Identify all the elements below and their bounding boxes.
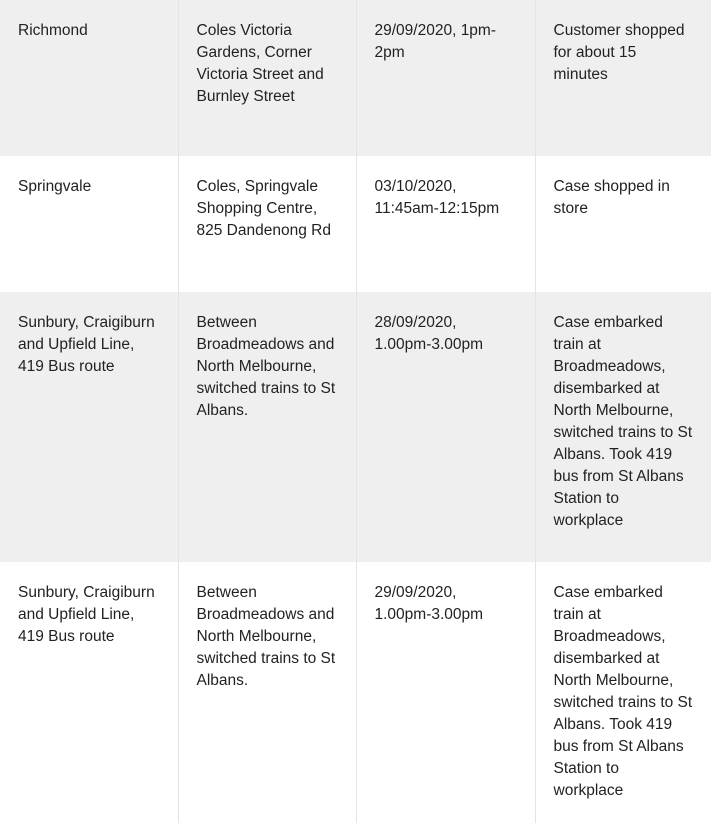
cell-location: Sunbury, Craigiburn and Upfield Line, 419 Bus route bbox=[0, 292, 178, 562]
cell-notes: Case shopped in store bbox=[535, 156, 711, 292]
cell-notes: Case embarked train at Broadmeadows, disembarked at North Melbourne, switched trains to St Albans. Took 419 bus from St Albans Station to workplace bbox=[535, 292, 711, 562]
cell-date-time: 29/09/2020, 1.00pm-3.00pm bbox=[356, 562, 535, 823]
table-row bbox=[0, 156, 711, 292]
cell-location: Richmond bbox=[0, 0, 178, 156]
cell-location: Springvale bbox=[0, 156, 178, 292]
cell-date-time: 03/10/2020, 11:45am-12:15pm bbox=[356, 156, 535, 292]
cell-site: Coles Victoria Gardens, Corner Victoria Street and Burnley Street bbox=[178, 0, 356, 156]
cell-notes: Customer shopped for about 15 minutes bbox=[535, 0, 711, 156]
cell-notes: Case embarked train at Broadmeadows, disembarked at North Melbourne, switched trains to St Albans. Took 419 bus from St Albans Station to workplace bbox=[535, 562, 711, 823]
table-row bbox=[0, 0, 711, 156]
cell-site: Between Broadmeadows and North Melbourne, switched trains to St Albans. bbox=[178, 562, 356, 823]
cell-site: Coles, Springvale Shopping Centre, 825 Dandenong Rd bbox=[178, 156, 356, 292]
table-row bbox=[0, 562, 711, 823]
cell-date-time: 29/09/2020, 1pm-2pm bbox=[356, 0, 535, 156]
table-row bbox=[0, 292, 711, 562]
cell-date-time: 28/09/2020, 1.00pm-3.00pm bbox=[356, 292, 535, 562]
cell-location: Sunbury, Craigiburn and Upfield Line, 419 Bus route bbox=[0, 562, 178, 823]
cell-site: Between Broadmeadows and North Melbourne, switched trains to St Albans. bbox=[178, 292, 356, 562]
